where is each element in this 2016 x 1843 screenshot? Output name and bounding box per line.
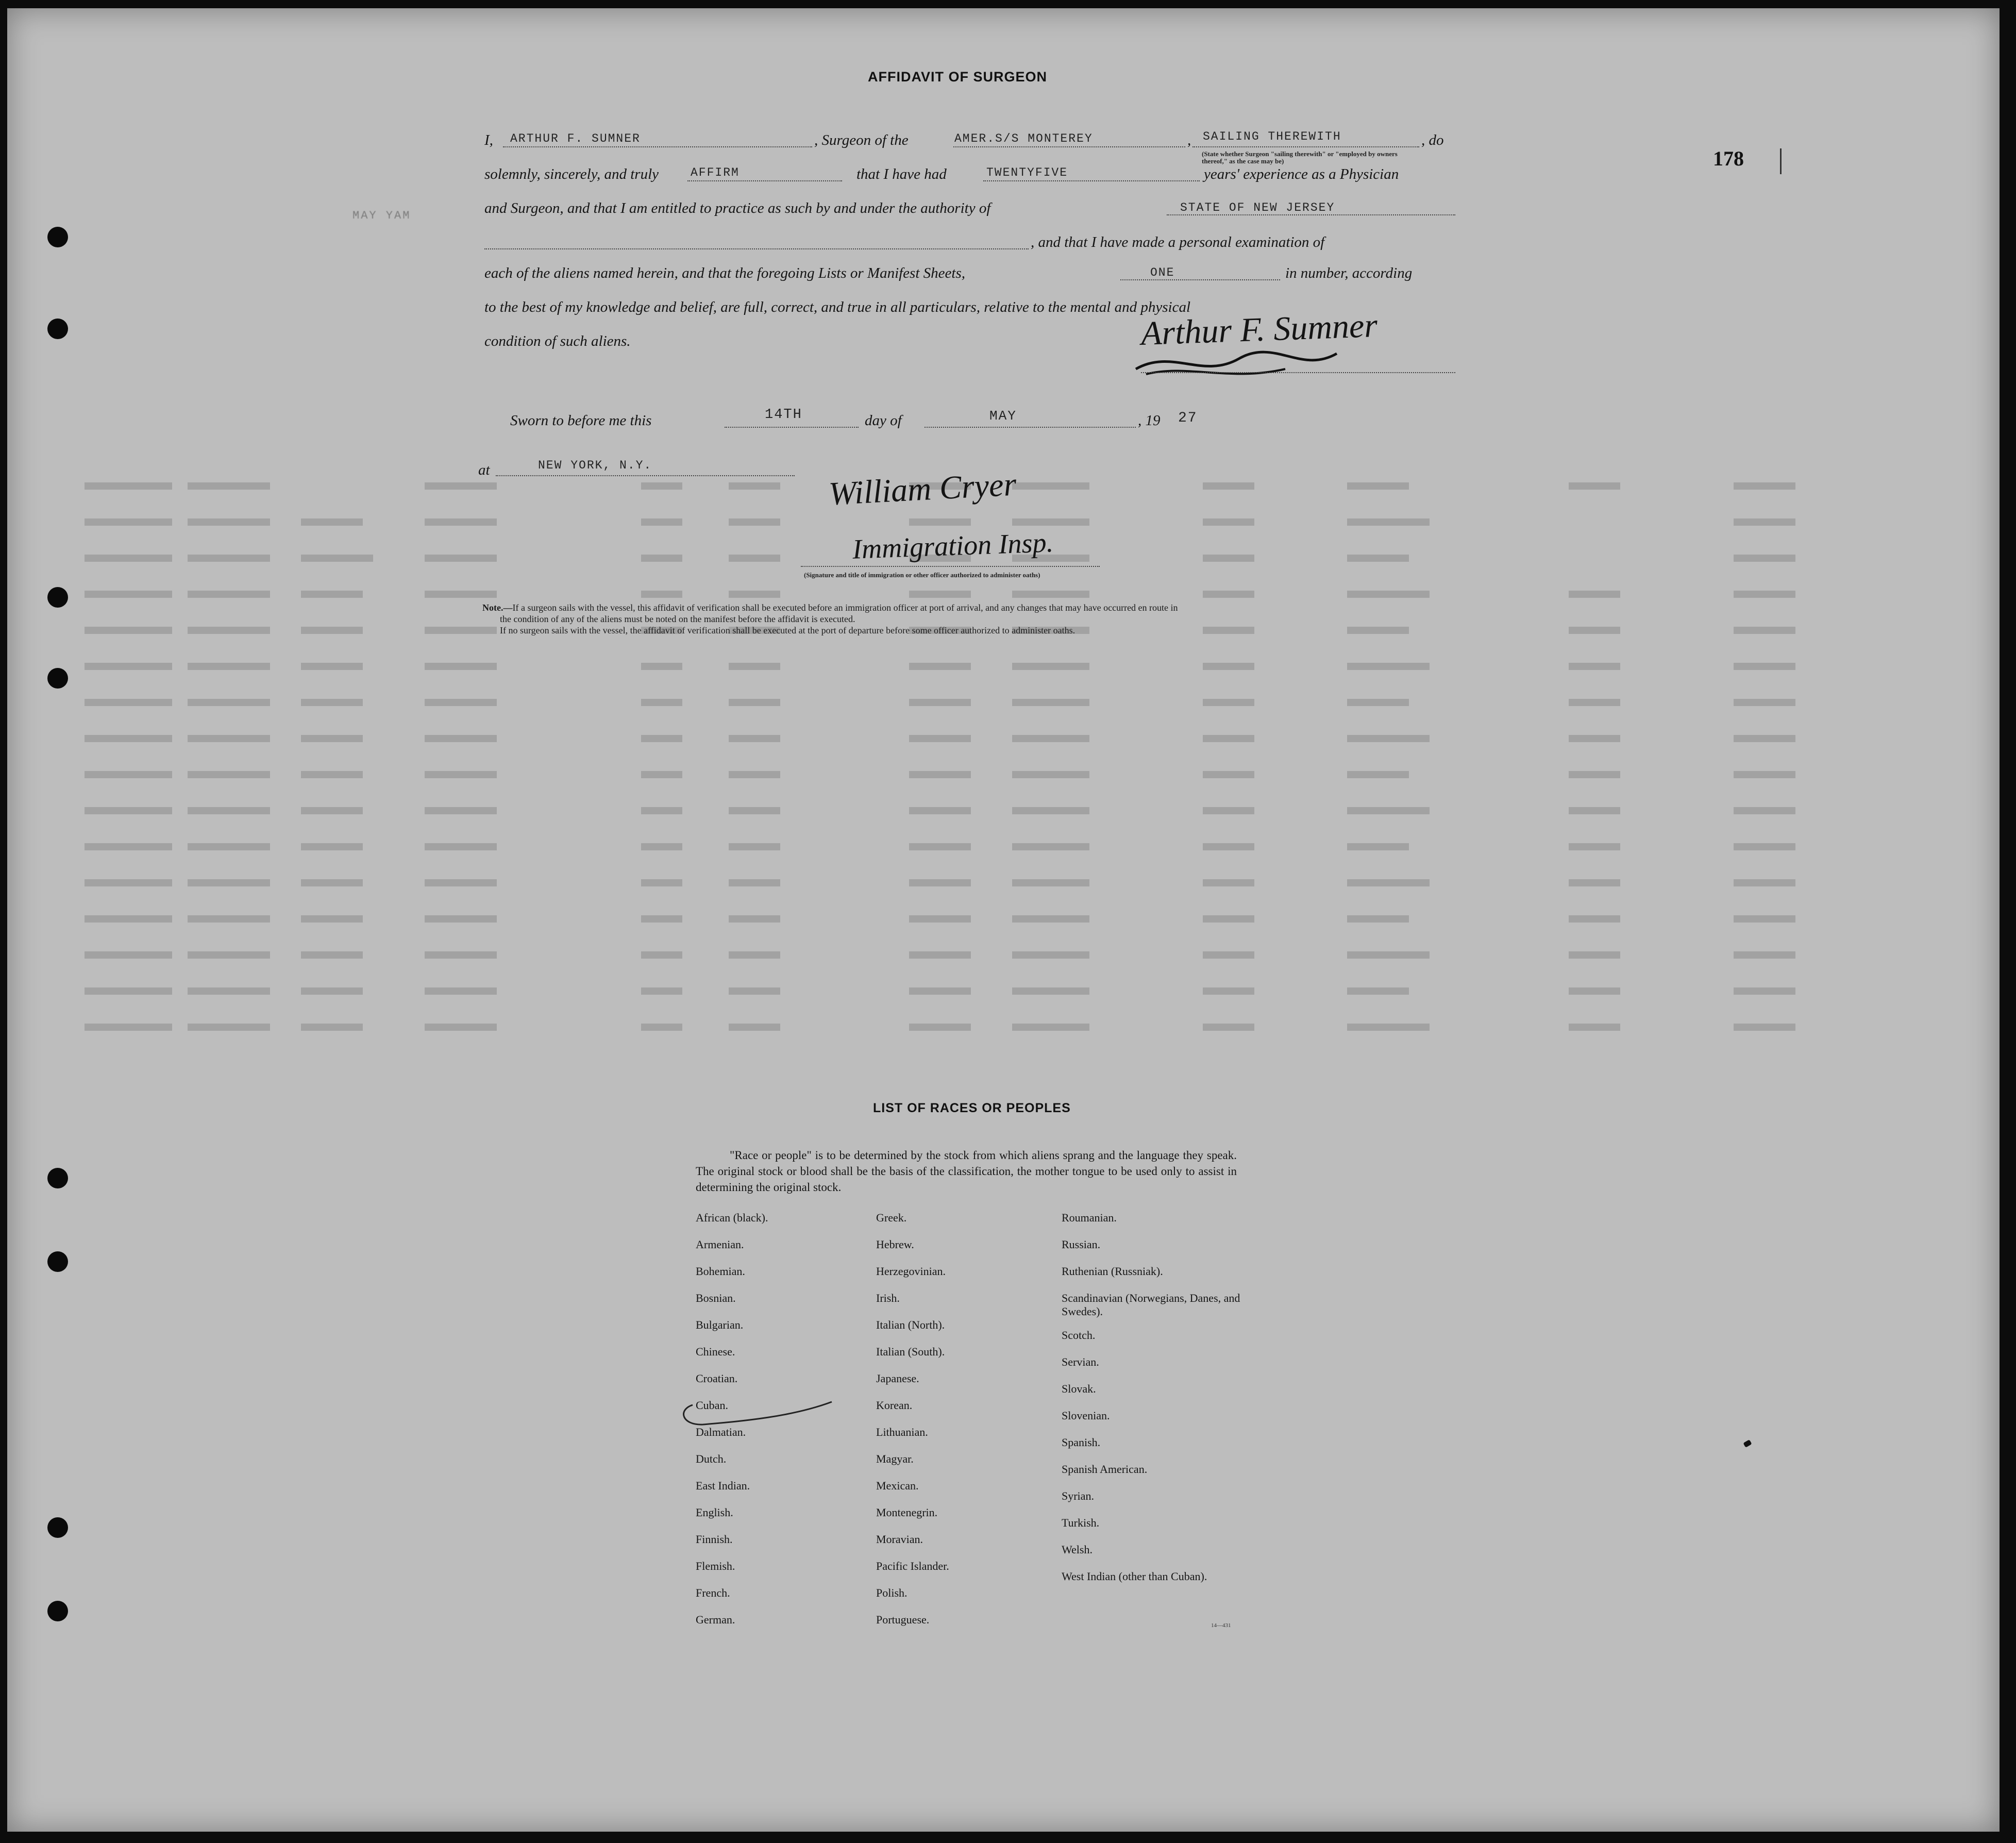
affidavit-title: AFFIDAVIT OF SURGEON — [868, 69, 1047, 85]
binder-hole — [47, 319, 68, 339]
officer-title: Immigration Insp. — [852, 527, 1054, 565]
race-item: Bosnian. — [696, 1292, 736, 1304]
cuban-check-mark — [657, 1395, 842, 1431]
races-intro: "Race or people" is to be determined by the stock from which aliens sprang and the language they speak. The original stock or blood shall be the basis of the classification, the mother tongue to be used only to assist in determining the original stock. — [696, 1149, 1237, 1194]
race-item: Roumanian. — [1062, 1211, 1117, 1224]
binder-hole — [47, 227, 68, 247]
note-block — [482, 602, 1178, 636]
binder-hole — [47, 1601, 68, 1621]
race-item: Slovenian. — [1062, 1409, 1110, 1422]
manifest-sheet — [7, 8, 2000, 1832]
affidavit-line1-post: , do — [1421, 132, 1444, 148]
race-item: Dutch. — [696, 1452, 727, 1465]
race-item: French. — [696, 1586, 730, 1599]
race-item: English. — [696, 1506, 733, 1519]
race-item: Mexican. — [876, 1479, 919, 1492]
race-item: Spanish American. — [1062, 1463, 1148, 1476]
note-line3: If no surgeon sails with the vessel, the affidavit of verification shall be executed at the port of departure before some officer authorized to administer oaths. — [500, 625, 1076, 635]
race-item: Scotch. — [1062, 1329, 1096, 1342]
race-item: Greek. — [876, 1211, 907, 1224]
sworn-year-prefix: , 19 — [1138, 412, 1161, 429]
races-column-2 — [876, 1211, 1046, 1640]
affidavit-line1-mid: , Surgeon of the — [814, 132, 909, 148]
surgeon-name: ARTHUR F. SUMNER — [510, 132, 641, 145]
race-item: Irish. — [876, 1292, 900, 1304]
affidavit-line5-post: in number, according — [1285, 265, 1413, 281]
sworn-pre: Sworn to before me this — [510, 412, 652, 429]
race-item: Flemish. — [696, 1560, 735, 1572]
race-item: Dalmatian. — [696, 1426, 746, 1438]
race-item: Lithuanian. — [876, 1426, 928, 1438]
note-label: Note.— — [482, 602, 513, 613]
license-authority: STATE OF NEW JERSEY — [1180, 201, 1335, 214]
race-item: Welsh. — [1062, 1543, 1093, 1556]
affidavit-line2-pre: solemnly, sincerely, and truly — [484, 166, 659, 182]
race-item: West Indian (other than Cuban). — [1062, 1570, 1207, 1583]
affidavit-line7: condition of such aliens. — [484, 333, 631, 349]
binder-hole — [47, 1517, 68, 1538]
race-item: Syrian. — [1062, 1489, 1094, 1502]
signature-flourish — [1131, 338, 1347, 384]
surgeon-status: SAILING THEREWITH — [1203, 130, 1341, 143]
race-item: Slovak. — [1062, 1382, 1096, 1395]
race-item: Turkish. — [1062, 1516, 1100, 1529]
affidavit-line2-post: years' experience as a Physician — [1204, 166, 1399, 182]
sworn-day: 14TH — [765, 407, 802, 423]
race-item: Herzegovinian. — [876, 1265, 946, 1278]
race-item: Russian. — [1062, 1238, 1101, 1251]
race-item: Italian (South). — [876, 1345, 945, 1358]
surgeon-signature: Arthur F. Sumner — [1140, 307, 1379, 353]
ink-speck — [1743, 1439, 1752, 1448]
affidavit-line1-sep: , — [1187, 132, 1191, 148]
sheet-count: ONE — [1150, 266, 1175, 279]
sworn-mid: day of — [865, 412, 902, 429]
status-note: (State whether Surgeon "sailing therewith" or "employed by owners thereof," as the case may be) — [1202, 150, 1398, 165]
binder-hole — [47, 587, 68, 608]
ship-name: AMER.S/S MONTEREY — [954, 132, 1093, 145]
race-item: Bohemian. — [696, 1265, 745, 1278]
races-title: LIST OF RACES OR PEOPLES — [873, 1101, 1071, 1115]
race-item: Pacific Islander. — [876, 1560, 949, 1572]
sworn-month: MAY — [989, 408, 1017, 424]
page-number: 178 — [1713, 147, 1744, 170]
race-item: Spanish. — [1062, 1436, 1101, 1449]
race-item: Portuguese. — [876, 1613, 930, 1626]
affidavit-line4: , and that I have made a personal examination of — [1031, 234, 1325, 250]
race-item: Scandinavian (Norwegians, Danes, and Swedes). — [1062, 1292, 1240, 1318]
affidavit-line6: to the best of my knowledge and belief, are full, correct, and true in all particulars, relative to the mental and physical — [484, 299, 1191, 315]
race-item: German. — [696, 1613, 735, 1626]
race-item: Ruthenian (Russniak). — [1062, 1265, 1163, 1278]
race-item: Polish. — [876, 1586, 908, 1599]
races-column-3 — [1062, 1211, 1247, 1601]
affidavit-line1-pre: I, — [484, 132, 493, 148]
binder-hole — [47, 1168, 68, 1188]
race-item: Magyar. — [876, 1452, 914, 1465]
note-line1: If a surgeon sails with the vessel, this affidavit of verification shall be executed before an immigration officer at port of arrival, and any changes that may have occurred en route in — [512, 602, 1178, 613]
affidavit-line5-pre: each of the aliens named herein, and that the foregoing Lists or Manifest Sheets, — [484, 265, 965, 281]
sworn-place: NEW YORK, N.Y. — [538, 459, 652, 472]
race-item: Japanese. — [876, 1372, 919, 1385]
binder-hole — [47, 1251, 68, 1272]
race-item: East Indian. — [696, 1479, 750, 1492]
race-item: Bulgarian. — [696, 1318, 744, 1331]
form-code: 14—431 — [1211, 1622, 1231, 1629]
race-item: Moravian. — [876, 1533, 923, 1546]
affidavit-line2-mid: that I have had — [856, 166, 947, 182]
race-item: Italian (North). — [876, 1318, 945, 1331]
race-item: Hebrew. — [876, 1238, 914, 1251]
affirm-value: AFFIRM — [691, 166, 740, 179]
officer-signature: William Cryer — [828, 465, 1018, 512]
sworn-year-suffix: 27 — [1178, 410, 1198, 426]
race-item: Finnish. — [696, 1533, 733, 1546]
race-item: Cuban. — [696, 1399, 728, 1412]
page-number-rule — [1780, 148, 1782, 174]
race-item: Chinese. — [696, 1345, 735, 1358]
note-line2: the condition of any of the aliens must be noted on the manifest before the affidavit is executed. — [500, 614, 855, 624]
sworn-at-label: at — [478, 462, 490, 478]
race-item: Armenian. — [696, 1238, 744, 1251]
years-experience: TWENTYFIVE — [986, 166, 1068, 179]
race-item: Korean. — [876, 1399, 913, 1412]
affidavit-line3-pre: and Surgeon, and that I am entitled to practice as such by and under the authority of — [484, 200, 991, 216]
binder-hole — [47, 668, 68, 689]
race-item: Montenegrin. — [876, 1506, 938, 1519]
race-item: Servian. — [1062, 1355, 1099, 1368]
race-item: African (black). — [696, 1211, 768, 1224]
bleed-through-text: MAY YAM — [352, 209, 411, 222]
race-item: Croatian. — [696, 1372, 738, 1385]
signature-caption: (Signature and title of immigration or other officer authorized to administer oaths) — [804, 571, 1040, 579]
